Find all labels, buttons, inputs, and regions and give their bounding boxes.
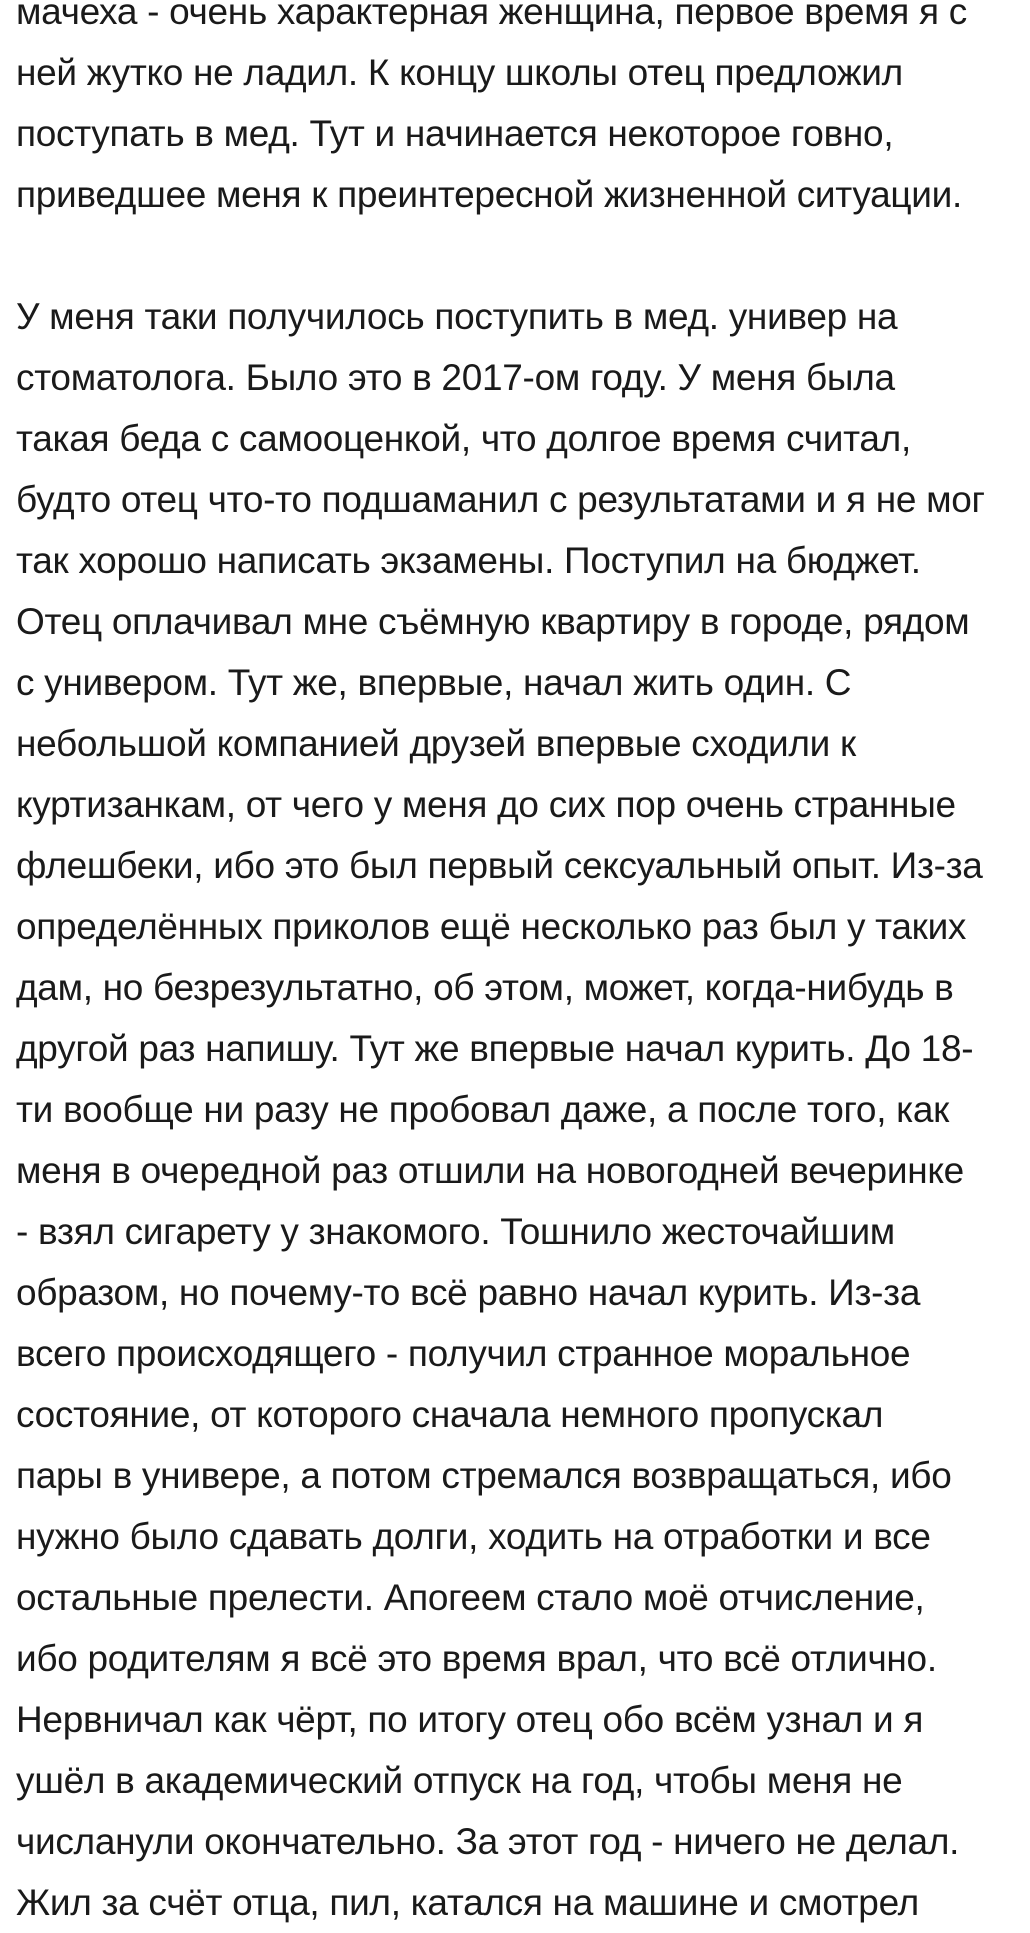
- text-line: такая беда с самооценкой, что долгое время считал,: [16, 418, 911, 459]
- paragraph-spacer: [16, 225, 1026, 286]
- text-line: поступать в мед. Тут и начинается некоторое говно,: [16, 113, 894, 154]
- text-line: мачеха - очень характерная женщина, первое время я с: [16, 0, 967, 32]
- text-line: У меня таки получилось поступить в мед. универ на: [16, 296, 898, 337]
- text-line: ней жутко не ладил. К концу школы отец предложил: [16, 52, 903, 93]
- text-line: образом, но почему-то всё равно начал курить. Из-за: [16, 1272, 921, 1313]
- text-line: приведшее меня к преинтересной жизненной ситуации.: [16, 174, 963, 215]
- text-line: определённых приколов ещё несколько раз был у таких: [16, 906, 967, 947]
- text-line: Жил за счёт отца, пил, катался на машине и смотрел: [16, 1882, 919, 1923]
- text-line: с универом. Тут же, впервые, начал жить один. С: [16, 662, 852, 703]
- text-line: пары в универе, а потом стремался возвращаться, ибо: [16, 1455, 952, 1496]
- text-line: дам, но безрезультатно, об этом, может, когда-нибудь в: [16, 967, 954, 1008]
- text-line: ибо родителям я всё это время врал, что всё отлично.: [16, 1638, 937, 1679]
- text-line: меня в очередной раз отшили на новогодней вечеринке: [16, 1150, 964, 1191]
- text-line: Отец оплачивал мне съёмную квартиру в городе, рядом: [16, 601, 970, 642]
- text-line: так хорошо написать экзамены. Поступил на бюджет.: [16, 540, 921, 581]
- article-body: [16, 0, 1026, 1933]
- text-line: Нервничал как чёрт, по итогу отец обо всём узнал и я: [16, 1699, 924, 1740]
- text-line: стоматолога. Было это в 2017-ом году. У меня была: [16, 357, 895, 398]
- text-line: ушёл в академический отпуск на год, чтобы меня не: [16, 1760, 903, 1801]
- text-line: остальные прелести. Апогеем стало моё отчисление,: [16, 1577, 925, 1618]
- text-line: нужно было сдавать долги, ходить на отработки и все: [16, 1516, 931, 1557]
- text-line: - взял сигарету у знакомого. Тошнило жесточайшим: [16, 1211, 895, 1252]
- text-line: числанули окончательно. За этот год - ничего не делал.: [16, 1821, 960, 1862]
- text-line: другой раз напишу. Тут же впервые начал курить. До 18-: [16, 1028, 974, 1069]
- text-line: куртизанкам, от чего у меня до сих пор очень странные: [16, 784, 956, 825]
- paragraph: [16, 286, 1026, 1933]
- text-line: небольшой компанией друзей впервые сходили к: [16, 723, 856, 764]
- text-line: ти вообще ни разу не пробовал даже, а после того, как: [16, 1089, 950, 1130]
- text-line: всего происходящего - получил странное моральное: [16, 1333, 911, 1374]
- text-line: состояние, от которого сначала немного пропускал: [16, 1394, 884, 1435]
- text-line: флешбеки, ибо это был первый сексуальный опыт. Из-за: [16, 845, 983, 886]
- paragraph: [16, 0, 1026, 225]
- text-line: будто отец что-то подшаманил с результатами и я не мог: [16, 479, 985, 520]
